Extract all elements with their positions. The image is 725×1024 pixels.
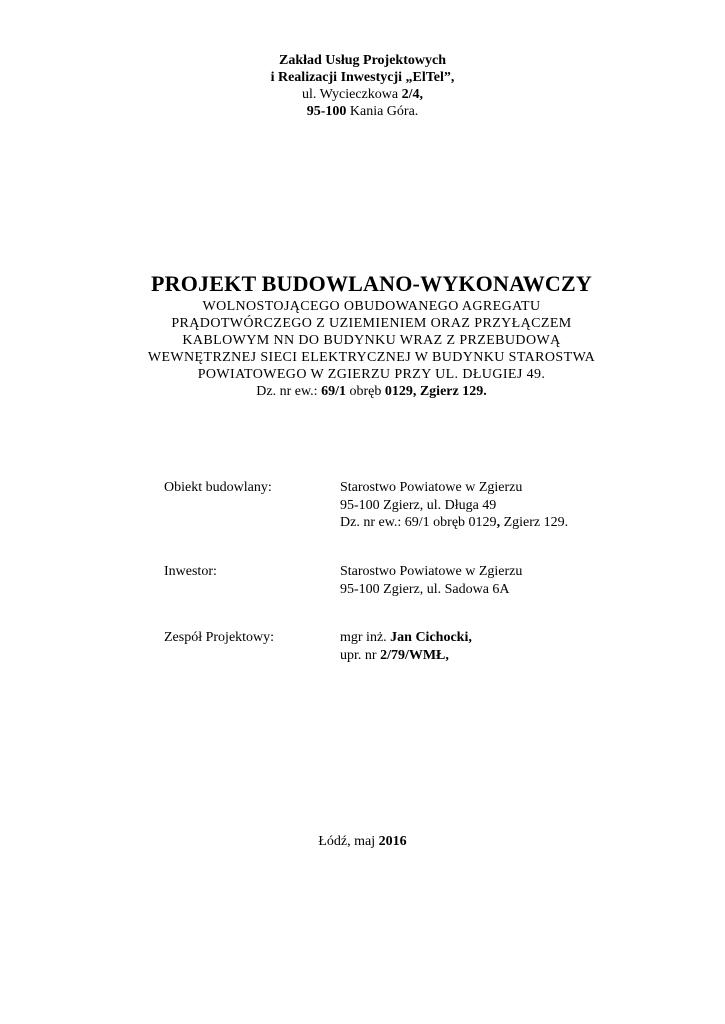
object-line3: Dz. nr ew.: 69/1 obręb 0129, Zgierz 129. — [340, 515, 569, 530]
project-plot-line: Dz. nr ew.: 69/1 obręb 0129, Zgierz 129. — [256, 384, 487, 399]
page-title: PROJEKT BUDOWLANO-WYKONAWCZY — [151, 271, 592, 296]
investor-values — [340, 563, 522, 598]
team-label: Zespół Projektowy: — [164, 630, 275, 645]
company-header — [0, 52, 725, 120]
place-date: Łódź, maj 2016 — [318, 834, 407, 849]
company-name-line1: Zakład Usług Projektowych — [279, 53, 446, 68]
investor-label: Inwestor: — [164, 564, 217, 579]
project-subtitle-line: KABLOWYM NN DO BUDYNKU WRAZ Z PRZEBUDOWĄ — [182, 333, 561, 348]
object-values — [340, 479, 568, 532]
investor-line2: 95-100 Zgierz, ul. Sadowa 6A — [340, 581, 510, 597]
project-subtitle-line: WEWNĘTRZNEJ SIECI ELEKTRYCZNEJ W BUDYNKU STAROSTWA — [147, 350, 596, 365]
team-member-license: upr. nr 2/79/WMŁ, — [340, 647, 449, 663]
team-member-name: mgr inż. Jan Cichocki, — [340, 630, 472, 645]
company-city: 95-100 Kania Góra. — [306, 104, 419, 119]
project-subtitle-line: WOLNOSTOJĄCEGO OBUDOWANEGO AGREGATU — [202, 299, 541, 314]
project-subtitle-line: PRĄDOTWÓRCZEGO Z UZIEMIENIEM ORAZ PRZYŁĄCZEM — [171, 316, 572, 331]
object-line2: 95-100 Zgierz, ul. Długa 49 — [340, 497, 497, 513]
team-values — [340, 629, 472, 664]
company-name-line2: i Realizacji Inwestycji „ElTel”, — [270, 70, 455, 85]
object-line1: Starostwo Powiatowe w Zgierzu — [340, 480, 523, 495]
object-label: Obiekt budowlany: — [164, 480, 272, 495]
project-title-block — [9, 270, 725, 400]
project-subtitle-line: POWIATOWEGO W ZGIERZU PRZY UL. DŁUGIEJ 49. — [197, 367, 546, 382]
investor-line1: Starostwo Powiatowe w Zgierzu — [340, 564, 523, 579]
company-street: ul. Wycieczkowa 2/4, — [302, 87, 423, 102]
